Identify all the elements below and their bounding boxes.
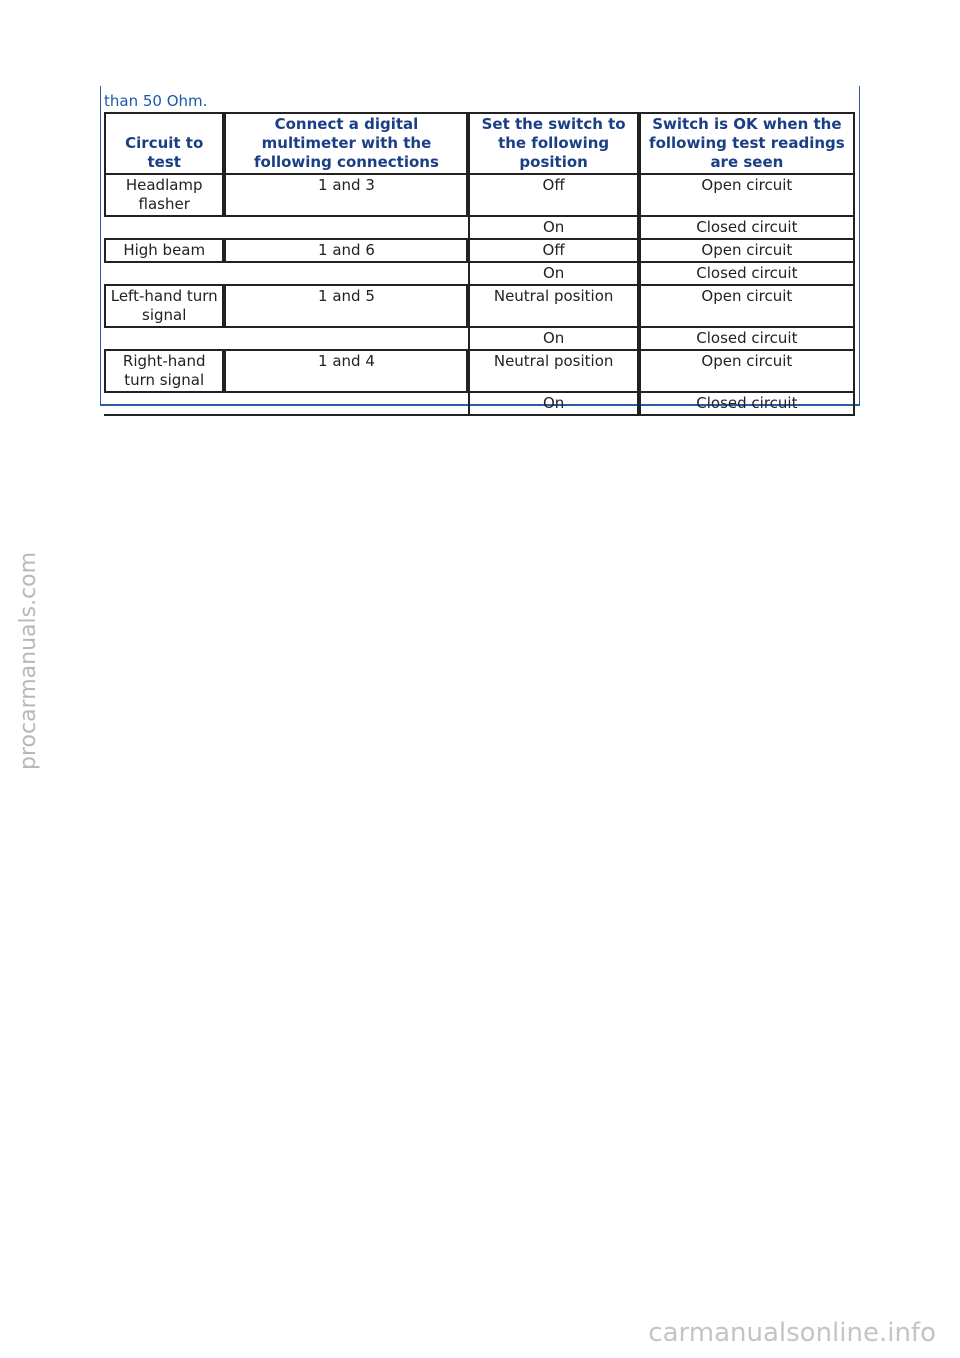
header-connections: Connect a digital multimeter with the following connections [224,112,468,175]
header-position: Set the switch to the following position [468,112,638,175]
cell-reading: Open circuit [639,240,855,263]
watermark-carmanualsonline: carmanualsonline.info [648,1318,936,1348]
table-row [104,175,855,217]
table-row [104,286,855,328]
cell-reading: Closed circuit [639,328,855,351]
cell-connections: 1 and 4 [224,351,468,393]
cell-position: Neutral position [468,286,638,328]
cell-circuit: Headlamp flasher [104,175,224,217]
cell-circuit: Right-hand turn signal [104,351,224,393]
table-row [104,240,855,263]
cell-position: On [468,217,638,240]
cell-blank [104,328,468,351]
cell-position: Off [468,175,638,217]
cell-reading: Closed circuit [639,263,855,286]
intro-text: than 50 Ohm. [104,92,208,110]
cell-reading: Closed circuit [639,393,855,416]
header-circuit: Circuit to test [104,112,224,175]
cell-reading: Open circuit [639,286,855,328]
table-row [104,328,855,351]
cell-position: On [468,393,638,416]
cell-blank [104,393,468,416]
cell-circuit: Left-hand turn signal [104,286,224,328]
cell-reading: Closed circuit [639,217,855,240]
cell-position: On [468,263,638,286]
table-row [104,263,855,286]
cell-blank [104,263,468,286]
cell-connections: 1 and 3 [224,175,468,217]
cell-connections: 1 and 5 [224,286,468,328]
cell-position: Off [468,240,638,263]
header-reading: Switch is OK when the following test readings are seen [639,112,855,175]
switch-test-table [104,112,855,416]
cell-position: On [468,328,638,351]
table-header-row [104,112,855,175]
table-row [104,393,855,416]
cell-connections: 1 and 6 [224,240,468,263]
cell-blank [104,217,468,240]
cell-reading: Open circuit [639,351,855,393]
table-row [104,217,855,240]
cell-reading: Open circuit [639,175,855,217]
cell-circuit: High beam [104,240,224,263]
table-row [104,351,855,393]
cell-position: Neutral position [468,351,638,393]
watermark-procarmanuals: procarmanuals.com [16,551,41,770]
